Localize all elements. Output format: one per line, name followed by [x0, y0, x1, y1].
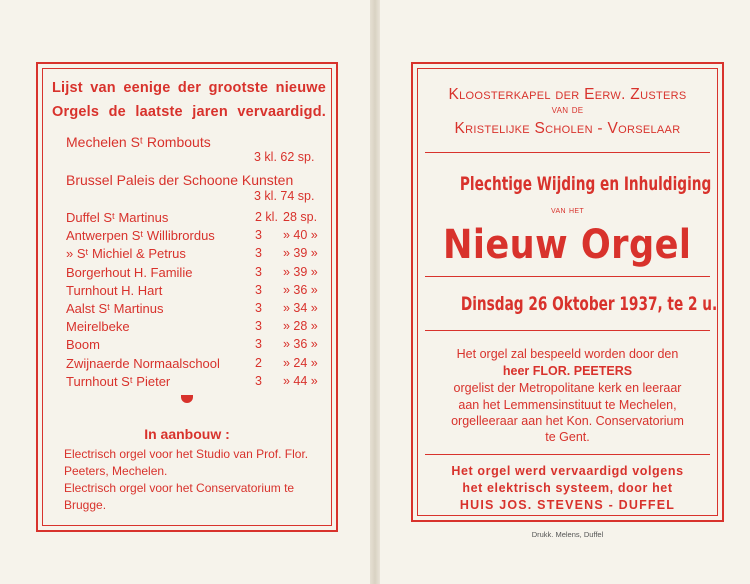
organ-name: Turnhout H. Hart — [66, 282, 163, 298]
under-construction-title: In aanbouw : — [144, 426, 230, 442]
divider — [425, 276, 710, 277]
page-fold — [370, 0, 380, 584]
organ-keyboards: 3 — [255, 319, 262, 334]
organ-name: Zwijnaerde Normaalschool — [66, 355, 220, 371]
ceremony-title-text: Plechtige Wijding en Inhuldiging — [459, 173, 712, 195]
organ-keyboards: 3 — [255, 228, 262, 243]
ceremony-title — [411, 173, 724, 196]
organ-keyboards: 2 — [255, 355, 262, 370]
organ-name: Meirelbeke — [66, 319, 130, 335]
organ-keyboards: 3 — [255, 373, 262, 388]
organ-stops: » 24 » — [283, 355, 318, 370]
organ-list-heading — [52, 76, 326, 124]
chapel-line-2: van de — [551, 104, 584, 116]
builder-line: Het orgel werd vervaardigd volgens — [451, 464, 684, 478]
builder-line: het elektrisch systeem, door het — [462, 481, 673, 495]
organist-role: te Gent. — [545, 430, 590, 444]
organ-keyboards: 3 — [255, 301, 262, 315]
organ-name: Aalst Sᵗ Martinus — [66, 301, 164, 316]
event-date-text: Dinsdag 26 Oktober 1937, te 2 u. — [460, 293, 718, 315]
under-construction-item: Electrisch orgel voor het Conservatorium te Brugge. — [64, 481, 295, 512]
van-het: van het — [551, 204, 584, 216]
organ-keyboards: 3 — [255, 337, 262, 352]
main-title — [411, 222, 724, 268]
organ-stops: » 39 » — [283, 246, 318, 261]
divider — [425, 152, 710, 153]
organ-stops: » 36 » — [283, 282, 318, 297]
organ-spec: 3 kl. 74 sp. — [254, 189, 315, 203]
organ-spec: 3 kl. 62 sp. — [254, 150, 315, 164]
organist-role: orgelleeraar aan het Kon. Conservatorium — [451, 414, 684, 428]
divider — [425, 454, 710, 455]
organ-name: Turnhout Sᵗ Pieter — [66, 373, 171, 389]
organist-name: heer FLOR. PEETERS — [502, 364, 633, 378]
organ-keyboards: 2 kl. — [255, 210, 278, 224]
organ-name: Borgerhout H. Familie — [66, 264, 193, 280]
chapel-line-1: Kloosterkapel der Eerw. Zusters — [448, 86, 687, 103]
organ-keyboards: 3 — [255, 282, 262, 297]
organist-role: orgelist der Metropolitane kerk en leeraar — [453, 381, 682, 395]
organ-name: Duffel Sᵗ Martinus — [66, 210, 169, 225]
organist-role: aan het Lemmensinstituut te Mechelen, — [458, 398, 677, 412]
printer-credit: Drukk. Melens, Duffel — [531, 530, 604, 539]
divider — [425, 330, 710, 331]
chapel-line-3: Kristelijke Scholen - Vorselaar — [454, 120, 681, 137]
organ-stops: » 28 » — [283, 319, 318, 334]
organ-name: Boom — [66, 337, 100, 353]
heading-line-2: Orgels de laatste jaren vervaardigd. — [52, 104, 326, 120]
played-intro: Het orgel zal bespeeld worden door den — [456, 347, 679, 361]
organ-name: » Sᵗ Michiel & Petrus — [66, 246, 186, 262]
organ-stops: » 34 » — [283, 301, 318, 315]
heading-line-1: Lijst van eenige der grootste nieuwe — [52, 80, 326, 96]
main-title-text: Nieuw Orgel — [443, 222, 692, 268]
organ-keyboards: 3 — [255, 246, 262, 261]
builder-name: HUIS JOS. STEVENS - DUFFEL — [459, 498, 676, 512]
organ-stops: » 36 » — [283, 337, 318, 352]
organ-stops: » 44 » — [283, 373, 318, 388]
organ-name: Mechelen Sᵗ Rombouts — [66, 134, 211, 150]
organ-keyboards: 3 — [255, 264, 262, 279]
organ-stops: » 39 » — [283, 264, 318, 279]
organ-name: Brussel Paleis der Schoone Kunsten — [66, 172, 294, 188]
organ-name: Antwerpen Sᵗ Willibrordus — [66, 228, 215, 244]
organ-stops: 28 sp. — [283, 210, 318, 224]
under-construction-item: Electrisch orgel voor het Studio van Prof. Flor. Peeters, Mechelen. — [64, 447, 309, 478]
organ-stops: » 40 » — [283, 228, 318, 243]
event-date — [411, 293, 724, 316]
